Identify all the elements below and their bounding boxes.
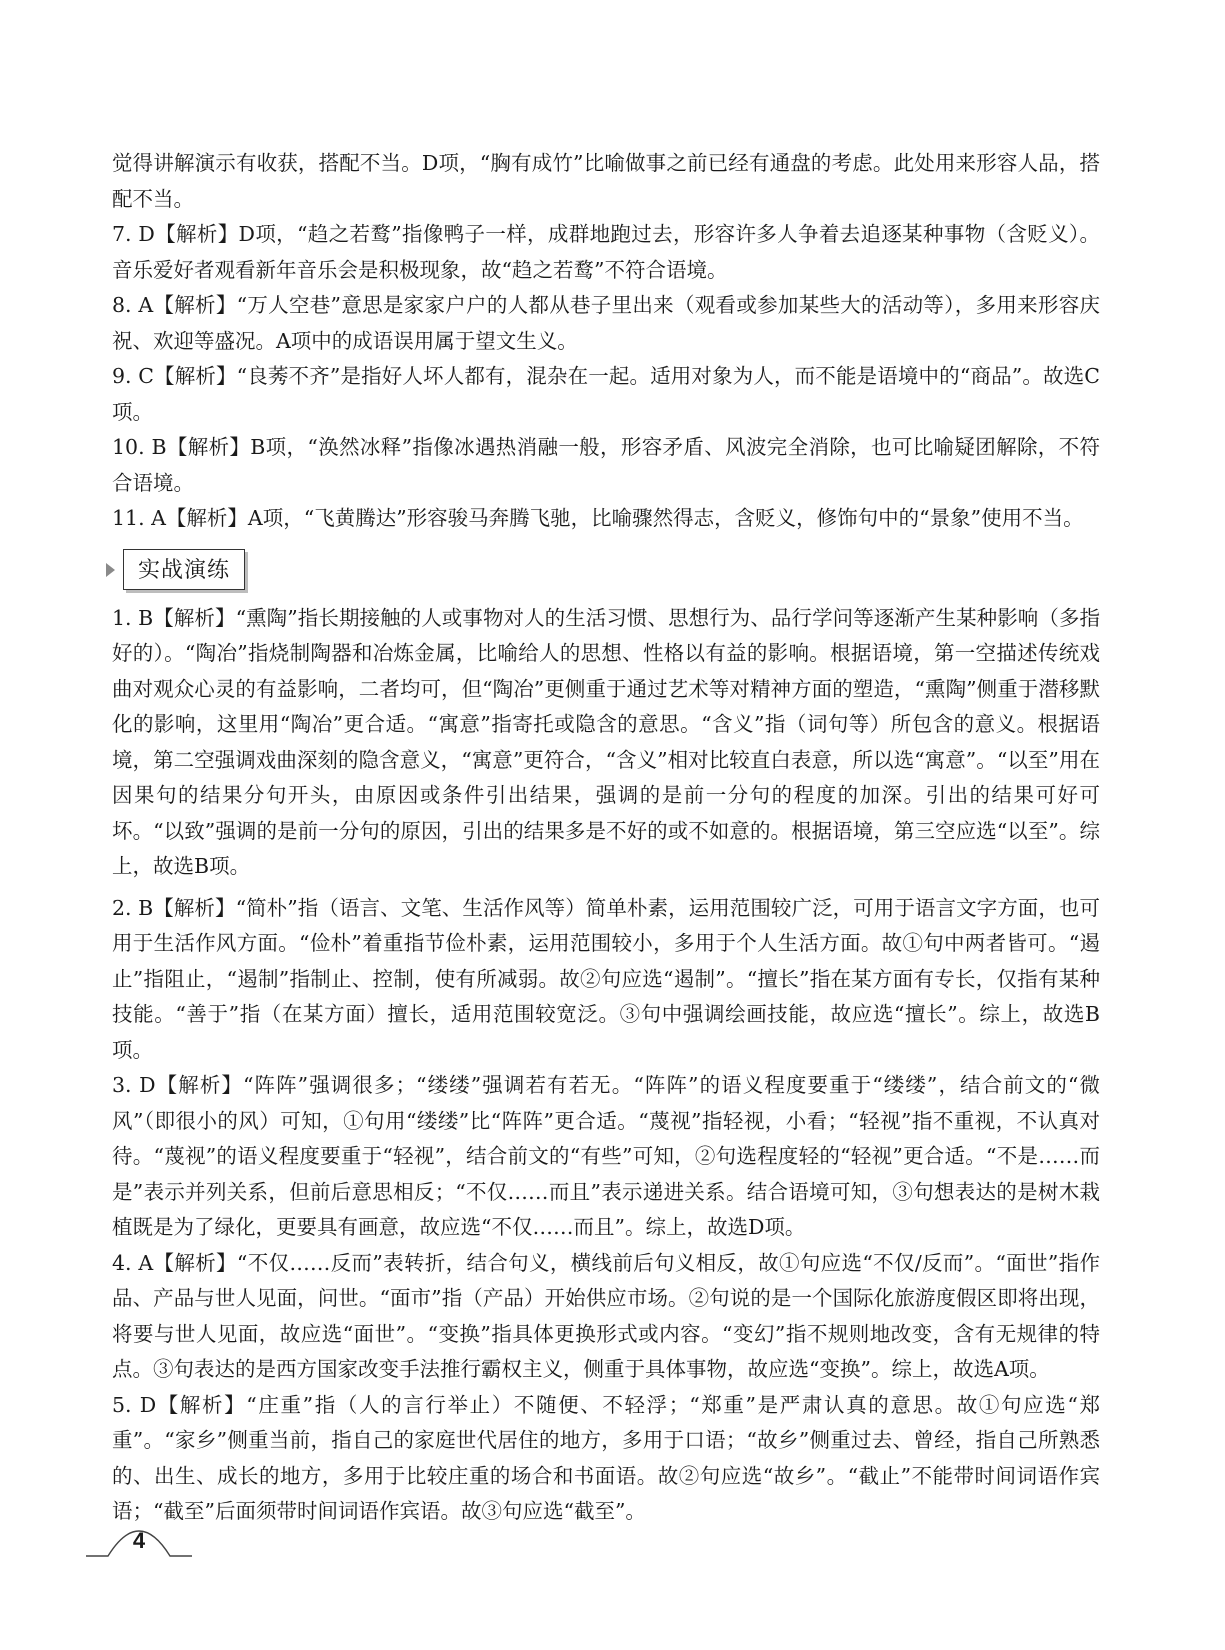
answer-paragraph: 7. D【解析】D项，“趋之若鹜”指像鸭子一样，成群地跑过去，形容许多人争着去追逐某种事物（含贬义）。音乐爱好者观看新年音乐会是积极现象，故“趋之若鹜”不符合语境。: [112, 222, 1100, 282]
answer-paragraph: 1. B【解析】“熏陶”指长期接触的人或事物对人的生活习惯、思想行为、品行学问等逐渐产生某种影响（多指好的）。“陶冶”指烧制陶器和冶炼金属，比喻给人的思想、性格以有益的影响。根据语境，第一空描述传统戏曲对观众心灵的有益影响，二者均可，但“陶冶”更侧重于通过艺术等对精神方面的塑造，“熏陶”侧重于潜移默化的影响，这里用“陶冶”更合适。“寓意”指寄托或隐含的意思。“含义”指（词句等）所包含的意义。根据语境，第二空强调戏曲深刻的隐含意义，“寓意”更符合，“含义”相对比较直白表意，所以选“寓意”。“以至”用在因果句的结果分句开头，由原因或条件引出结果，强调的是前一分句的程度的加深。引出的结果可好可坏。“以致”强调的是前一分句的原因，引出的结果多是不好的或不如意的。根据语境，第三空应选“以至”。综上，故选B项。: [112, 605, 1100, 878]
page-content: [112, 146, 1100, 1530]
answer-paragraph: 3. D【解析】“阵阵”强调很多；“缕缕”强调若有若无。“阵阵”的语义程度要重于“缕缕”，结合前文的“微风”（即很小的风）可知，①句用“缕缕”比“阵阵”更合适。“蔑视”指轻视，小看；“轻视”指不重视，不认真对待。“蔑视”的语义程度要重于“轻视”，结合前文的“有些”可知，②句选程度轻的“轻视”更合适。“不是……而是”表示并列关系，但前后意思相反；“不仅……而且”表示递进关系。结合语境可知，③句想表达的是树木栽植既是为了绿化，更要具有画意，故应选“不仅……而且”。综上，故选D项。: [112, 1073, 1100, 1239]
page-number: 4: [132, 1528, 146, 1553]
answer-paragraph: 觉得讲解演示有收获，搭配不当。D项，“胸有成竹”比喻做事之前已经有通盘的考虑。此处用来形容人品，搭配不当。: [112, 151, 1100, 211]
answer-paragraph: 11. A【解析】A项，“飞黄腾达”形容骏马奔腾飞驰，比喻骤然得志，含贬义，修饰句中的“景象”使用不当。: [112, 506, 1084, 530]
section-header: [112, 545, 1100, 595]
answer-paragraph: 8. A【解析】“万人空巷”意思是家家户户的人都从巷子里出来（观看或参加某些大的活动等），多用来形容庆祝、欢迎等盛况。A项中的成语误用属于望文生义。: [112, 293, 1100, 353]
answer-paragraph: 9. C【解析】“良莠不齐”是指好人坏人都有，混杂在一起。适用对象为人，而不能是语境中的“商品”。故选C项。: [112, 364, 1100, 424]
page-footer: [86, 1512, 216, 1562]
answer-paragraph: 2. B【解析】“简朴”指（语言、文笔、生活作风等）简单朴素，运用范围较广泛，可用于语言文字方面，也可用于生活作风方面。“俭朴”着重指节俭朴素，运用范围较小，多用于个人生活方面。故①句中两者皆可。“遏止”指阻止，“遏制”指制止、控制，使有所减弱。故②句应选“遏制”。“擅长”指在某方面有专长，仅指有某种技能。“善于”指（在某方面）擅长，适用范围较宽泛。③句中强调绘画技能，故应选“擅长”。综上，故选B项。: [112, 895, 1100, 1062]
answer-paragraph: 4. A【解析】“不仅……反而”表转折，结合句义，横线前后句义相反，故①句应选“不仅/反而”。“面世”指作品、产品与世人见面，问世。“面市”指（产品）开始供应市场。②句说的是一个国际化旅游度假区即将出现，将要与世人见面，故应选“面世”。“变换”指具体更换形式或内容。“变幻”指不规则地改变，含有无规律的特点。③句表达的是西方国家改变手法推行霸权主义，侧重于具体事物，故应选“变换”。综上，故选A项。: [112, 1250, 1100, 1381]
answer-paragraph: 10. B【解析】B项，“涣然冰释”指像冰遇热消融一般，形容矛盾、风波完全消除，也可比喻疑团解除，不符合语境。: [112, 435, 1100, 495]
triangle-marker-icon: [106, 563, 115, 577]
section-title: 实战演练: [123, 549, 245, 590]
answer-paragraph: 5. D【解析】“庄重”指（人的言行举止）不随便、不轻浮；“郑重”是严肃认真的意思。故①句应选“郑重”。“家乡”侧重当前，指自己的家庭世代居住的地方，多用于口语；“故乡”侧重过去、曾经，指自己所熟悉的、出生、成长的地方，多用于比较庄重的场合和书面语。故②句应选“故乡”。“截止”不能带时间词语作宾语；“截至”后面须带时间词语作宾语。故③句应选“截至”。: [112, 1392, 1100, 1523]
